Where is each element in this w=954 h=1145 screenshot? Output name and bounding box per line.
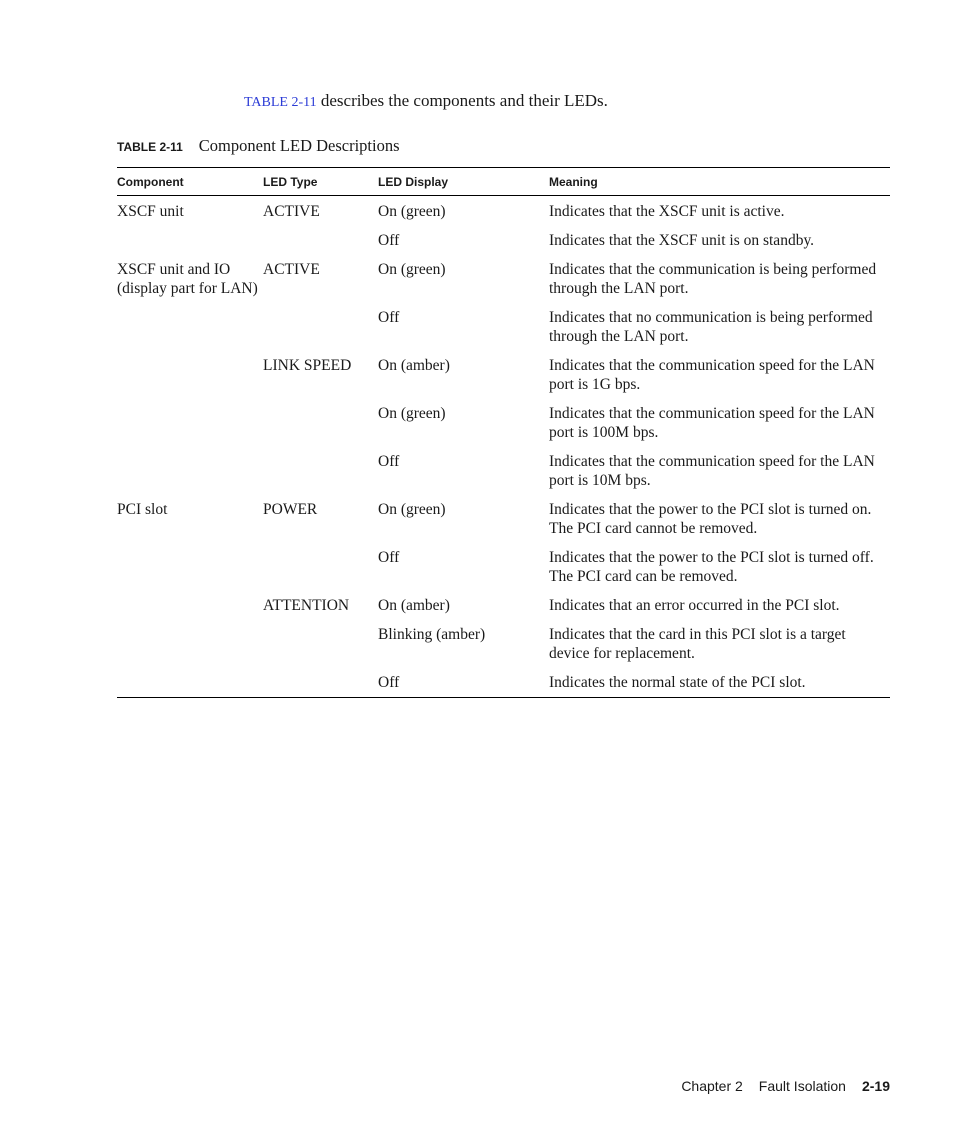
cell-meaning: Indicates that the communication speed for the LAN port is 100M bps. <box>549 405 875 441</box>
table-row <box>117 399 890 447</box>
cell-led-type: ACTIVE <box>263 261 320 278</box>
cell-component: XSCF unit <box>117 203 184 220</box>
page-footer <box>681 1078 890 1094</box>
cell-meaning: Indicates that the XSCF unit is active. <box>549 203 785 220</box>
cell-component <box>117 668 263 698</box>
cell-component <box>117 591 263 620</box>
table-row <box>117 543 890 591</box>
table-row <box>117 668 890 698</box>
table-body <box>117 196 890 698</box>
cell-led-type <box>263 447 378 495</box>
cell-led-display: On (green) <box>378 203 446 220</box>
table-row <box>117 495 890 543</box>
cell-led-type: POWER <box>263 501 318 518</box>
cell-led-type: ACTIVE <box>263 203 320 220</box>
intro-paragraph <box>244 90 608 114</box>
cell-led-type <box>263 226 378 255</box>
cell-led-type <box>263 620 378 668</box>
cell-component <box>117 620 263 668</box>
cell-meaning: Indicates that the card in this PCI slot is a target device for replacement. <box>549 626 846 662</box>
cell-meaning: Indicates the normal state of the PCI slot. <box>549 668 890 698</box>
cell-led-display: On (green) <box>378 261 446 278</box>
table-header <box>117 168 890 196</box>
header-led-display: LED Display <box>378 168 549 196</box>
cell-led-type <box>263 543 378 591</box>
cell-meaning: Indicates that the power to the PCI slot is turned off. The PCI card can be removed. <box>549 549 874 585</box>
cell-led-display: Off <box>378 453 400 470</box>
table-caption <box>117 136 400 156</box>
table-row <box>117 255 890 303</box>
cell-led-display: On (amber) <box>378 597 450 614</box>
table-row <box>117 620 890 668</box>
cell-led-type: ATTENTION <box>263 597 350 614</box>
cell-meaning: Indicates that the communication speed for the LAN port is 10M bps. <box>549 453 875 489</box>
component-led-table <box>117 167 890 698</box>
table-header-row <box>117 168 890 196</box>
cell-led-type <box>263 668 378 698</box>
cell-component <box>117 351 263 399</box>
table-row <box>117 196 890 227</box>
cell-led-display: Off <box>378 668 549 698</box>
cell-meaning: Indicates that an error occurred in the PCI slot. <box>549 597 840 614</box>
table-cross-reference-link[interactable]: TABLE 2-11 <box>244 95 317 110</box>
header-component: Component <box>117 168 263 196</box>
table-row <box>117 591 890 620</box>
cell-component <box>117 447 263 495</box>
cell-component: XSCF unit and IO (display part for LAN) <box>117 261 258 297</box>
table-row <box>117 447 890 495</box>
cell-led-display: On (green) <box>378 405 446 422</box>
footer-chapter: Chapter 2 <box>681 1078 743 1094</box>
cell-led-display: Off <box>378 549 400 566</box>
cell-led-type: LINK SPEED <box>263 357 352 374</box>
cell-component <box>117 303 263 351</box>
cell-led-display: Off <box>378 309 400 326</box>
table-caption-title: Component LED Descriptions <box>198 136 400 155</box>
cell-led-display: On (green) <box>378 501 446 518</box>
cell-meaning: Indicates that the XSCF unit is on standby. <box>549 232 815 249</box>
cell-meaning: Indicates that no communication is being performed through the LAN port. <box>549 309 873 345</box>
cell-meaning: Indicates that the communication is being performed through the LAN port. <box>549 261 877 297</box>
footer-page-number: 2-19 <box>861 1078 890 1094</box>
cell-component <box>117 226 263 255</box>
table-row <box>117 226 890 255</box>
cell-led-display: On (amber) <box>378 357 450 374</box>
footer-section: Fault Isolation <box>758 1078 846 1094</box>
cell-led-display: Off <box>378 232 400 249</box>
cell-component: PCI slot <box>117 501 168 518</box>
intro-text: describes the components and their LEDs. <box>316 91 608 110</box>
cell-led-display: Blinking (amber) <box>378 626 486 643</box>
header-meaning: Meaning <box>549 168 890 196</box>
cell-led-type <box>263 303 378 351</box>
cell-component <box>117 543 263 591</box>
table-caption-number: TABLE 2-11 <box>117 140 183 154</box>
cell-meaning: Indicates that the communication speed for the LAN port is 1G bps. <box>549 357 875 393</box>
table-row <box>117 351 890 399</box>
cell-meaning: Indicates that the power to the PCI slot is turned on. The PCI card cannot be removed. <box>549 501 872 537</box>
cell-component <box>117 399 263 447</box>
header-led-type: LED Type <box>263 168 378 196</box>
cell-led-type <box>263 399 378 447</box>
table-row <box>117 303 890 351</box>
